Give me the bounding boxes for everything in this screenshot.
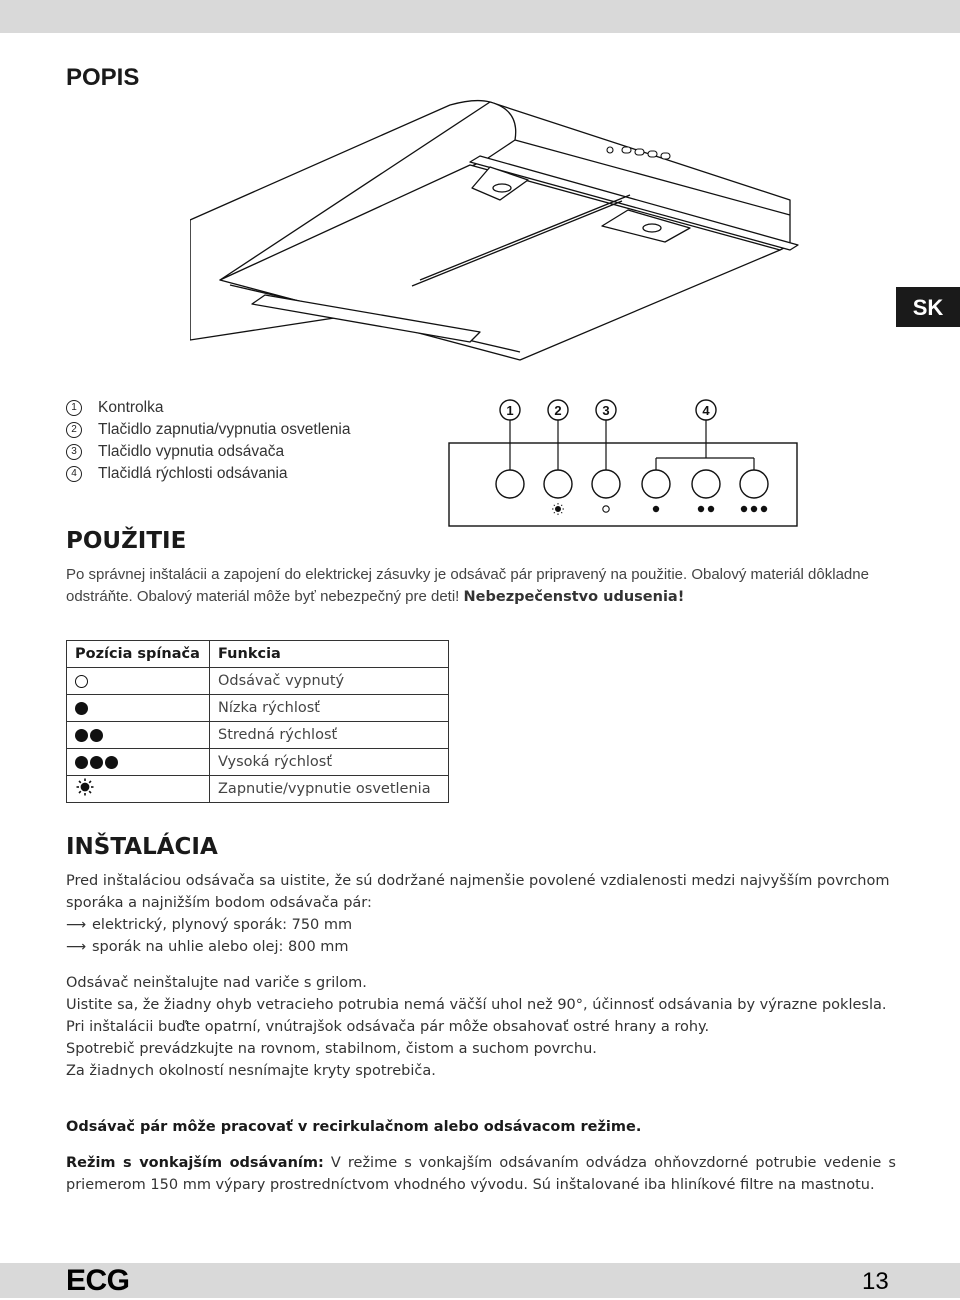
off-symbol-icon <box>603 506 609 512</box>
usage-paragraph <box>66 564 896 608</box>
note-line: Pri inštalácii buďte opatrní, vnútrajšok odsávača pár môže obsahovať ostré hrany a rohy. <box>66 1019 710 1035</box>
header-bar <box>0 0 960 33</box>
three-dots-icon <box>75 756 201 769</box>
legend-label: Tlačidlo vypnutia odsávača <box>98 443 285 460</box>
legend-number: 4 <box>66 466 82 482</box>
table-cell-function: Zapnutie/vypnutie osvetlenia <box>210 776 449 803</box>
external-mode-paragraph <box>66 1152 896 1196</box>
light-icon <box>552 503 564 515</box>
table-row <box>67 776 449 803</box>
note-line: Uistite sa, že žiadny ohyb vetracieho potrubia nemá väčší uhol než 90°, účinnosť odsávania by výrazne poklesla. <box>66 997 887 1013</box>
table-cell-function: Vysoká rýchlosť <box>210 749 449 776</box>
legend-item <box>66 397 350 419</box>
off-symbol-icon <box>75 675 201 688</box>
external-mode-title: Režim s vonkajším odsávaním: <box>66 1155 324 1171</box>
installation-intro-block <box>66 870 896 958</box>
three-dots-icon <box>741 506 747 512</box>
installation-intro: Pred inštaláciou odsávača sa uistite, že sú dodržané najmenšie povolené vzdialenosti medzi najvyšším povrchom sporáka a najnižším bodom odsávača pár: <box>66 873 890 911</box>
panel-callout-4: 4 <box>702 403 710 418</box>
brand-logo: ECG <box>66 1264 130 1297</box>
note-line: Odsávač neinštalujte nad variče s grilom. <box>66 975 367 991</box>
table-header-function: Funkcia <box>210 641 449 668</box>
usage-text: Po správnej inštalácii a zapojení do elektrickej zásuvky je odsávač pár pripravený na použitie. Obalový materiál dôkladne odstráňte. Obalový materiál môže byť nebezpečný pre deti! <box>66 566 869 605</box>
language-tab: SK <box>896 287 960 327</box>
control-panel-diagram <box>448 398 798 528</box>
legend-number: 2 <box>66 422 82 438</box>
panel-callout-1: 1 <box>506 403 514 418</box>
distance-item <box>66 936 896 958</box>
table-header-position: Pozícia spínača <box>67 641 210 668</box>
speed-3-button <box>740 470 768 498</box>
legend-item <box>66 419 350 441</box>
distance-text: sporák na uhlie alebo olej: 800 mm <box>92 939 349 955</box>
indicator-light <box>496 470 524 498</box>
one-dot-icon <box>75 702 201 715</box>
legend-label: Tlačidlá rýchlosti odsávania <box>98 465 288 482</box>
arrow-icon: ⟶ <box>66 939 87 955</box>
mode-note: Odsávač pár môže pracovať v recirkulačnom alebo odsávacom režime. <box>66 1119 642 1135</box>
two-dots-icon <box>75 729 201 742</box>
section-title-popis: POPIS <box>66 64 140 91</box>
section-title-instalacia: INŠTALÁCIA <box>66 834 218 860</box>
range-hood-illustration <box>190 70 810 390</box>
legend-item <box>66 463 350 485</box>
panel-callout-2: 2 <box>554 403 562 418</box>
speed-2-button <box>692 470 720 498</box>
parts-legend <box>66 397 350 485</box>
off-button <box>592 470 620 498</box>
table-cell-function: Odsávač vypnutý <box>210 668 449 695</box>
panel-callout-3: 3 <box>602 403 610 418</box>
page-number: 13 <box>862 1268 889 1295</box>
table-row <box>67 722 449 749</box>
legend-number: 1 <box>66 400 82 416</box>
legend-label: Kontrolka <box>98 399 164 416</box>
installation-notes <box>66 972 896 1082</box>
table-cell-function: Stredná rýchlosť <box>210 722 449 749</box>
table-row <box>67 668 449 695</box>
legend-label: Tlačidlo zapnutia/vypnutia osvetlenia <box>98 421 351 438</box>
legend-number: 3 <box>66 444 82 460</box>
note-line: Spotrebič prevádzkujte na rovnom, stabilnom, čistom a suchom povrchu. <box>66 1041 597 1057</box>
light-button <box>544 470 572 498</box>
arrow-icon: ⟶ <box>66 917 87 933</box>
table-header-row <box>67 641 449 668</box>
distance-item <box>66 914 896 936</box>
section-title-pouzitie: POUŽITIE <box>66 528 187 554</box>
one-dot-icon <box>653 506 659 512</box>
external-mode-text: V režime s vonkajším odsávaním odvádza ohňovzdorné potrubie vedenie s priemerom 150 mm výpary prostredníctvom vhodného vývodu. Sú inštalované iba hliníkové filtre na mastnotu. <box>66 1155 896 1193</box>
note-line: Za žiadnych okolností nesnímajte kryty spotrebiča. <box>66 1063 436 1079</box>
distance-text: elektrický, plynový sporák: 750 mm <box>92 917 353 933</box>
table-cell-function: Nízka rýchlosť <box>210 695 449 722</box>
table-row <box>67 749 449 776</box>
two-dots-icon <box>698 506 704 512</box>
suffocation-warning: Nebezpečenstvo udusenia! <box>463 589 685 605</box>
footer-bar <box>0 1263 960 1298</box>
table-row <box>67 695 449 722</box>
speed-1-button <box>642 470 670 498</box>
light-icon <box>75 777 95 797</box>
switch-position-table <box>66 640 449 803</box>
legend-item <box>66 441 350 463</box>
